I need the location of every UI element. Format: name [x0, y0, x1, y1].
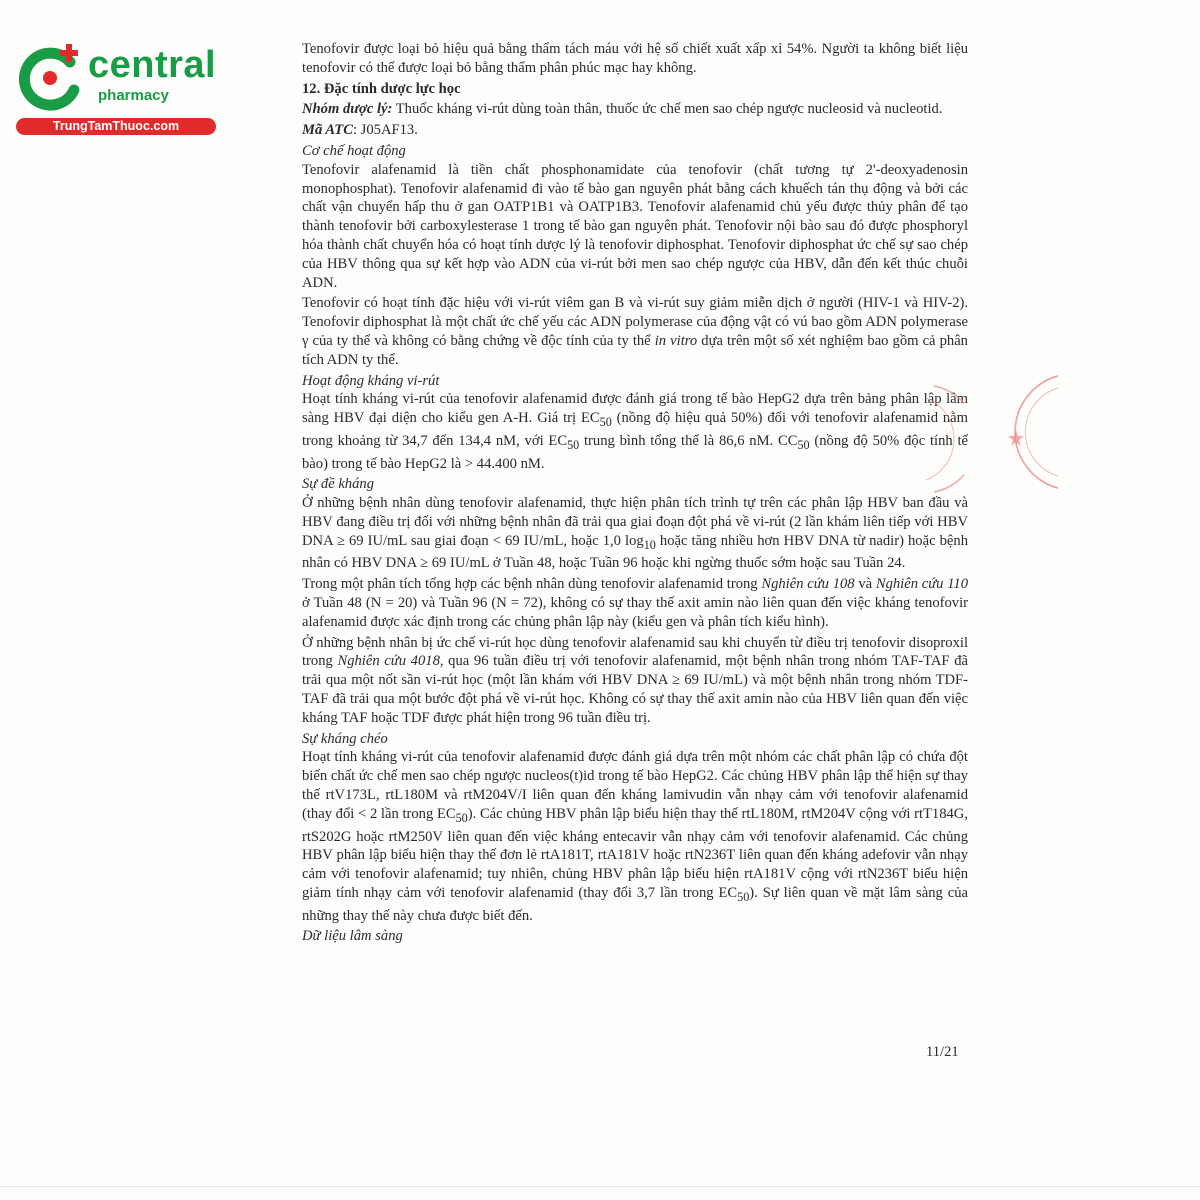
study-110: Nghiên cứu 110 [875, 576, 969, 593]
cross-text-b: ). Các chủng HBV phân lập biểu hiện thay thế rtL180M, rtM204V cộng với rtT184G, rtS202G hoặc rtM250V liên quan đến việc kháng entecavir vẫn nhạy cảm với tenofovir alafenamid. Các chủng HBV phân lập biểu hiện thay thế đơn lẻ rtA181T, rtA181V hoặc rtN236T liên quan đến kháng adefovir vẫn nhạy cảm với tenofovir alafenamid; tuy nhiên, chủng HBV phân lập biểu hiện rtA181V cộng với rtN236T biểu hiện giảm tính nhạy cảm với tenofovir alafenamid (thay đổi 3,7 lần trong EC [302, 805, 968, 901]
anti-text-3: trung bình tổng thể là 86,6 nM. CC [579, 432, 798, 449]
res2-text-c: ở Tuần 48 (N = 20) và Tuần 96 (N = 72), không có sự thay thế axit amin nào liên quan đến việc kháng tenofovir alafenamid được xác định trong các chủng phân lập này (kiểu gen và phân tích kiểu hình). [302, 595, 968, 630]
anti-text-2: (nồng độ hiệu quả 50%) đối với tenofovir alafenamid nằm trong khoảng từ 34,7 đến 134,4 nM, với EC [302, 410, 968, 449]
paragraph-cross-resistance [302, 748, 968, 925]
subscript-50: 50 [599, 415, 612, 430]
logo-wordmark: central [88, 44, 217, 86]
anti-text-4: (nồng độ 50% độc tính tế bào) trong tế bào HepG2 là > 44.400 nM. [302, 432, 968, 472]
heading-clinical-data: Dữ liệu lâm sàng [302, 928, 403, 945]
seal-stamp-icon [1000, 372, 1060, 492]
pharmacy-cross-icon [14, 40, 88, 114]
logo-url-badge[interactable]: TrungTamThuoc.com [16, 118, 216, 135]
group-label: Nhóm dược lý: [302, 101, 393, 118]
section-title: 12. Đặc tính dược lực học [302, 80, 461, 97]
pharmacologic-group [302, 100, 968, 119]
paragraph-mechanism-1: Tenofovir alafenamid là tiền chất phosphonamidate của tenofovir (chất tương tự 2'-deoxyadenosin monophosphat). Tenofovir alafenamid đi vào tế bào gan nguyên phát bằng cách khuếch tán thụ động và bởi các chất vận chuyển hấp thu ở gan OATP1B1 và OATP1B3. Tenofovir alafenamid chủ yếu được thủy phân để tạo thành tenofovir bởi carboxylesterase 1 trong tế bào gan nguyên phát. Tenofovir nội bào sau đó được phosphoryl hóa thành chất chuyển hóa có hoạt tính dược lý là tenofovir diphosphat. Tenofovir diphosphat ức chế sự sao chép của HBV thông qua sự kết hợp vào ADN của vi-rút bởi men sao chép ngược của HBV, dẫn đến kết thúc chuỗi ADN. [302, 161, 968, 291]
heading-resistance: Sự đề kháng [302, 476, 374, 493]
atc-label: Mã ATC [302, 122, 353, 139]
paragraph-resistance-2 [302, 575, 968, 631]
subscript-50: 50 [567, 437, 580, 452]
mech2-text-a: Tenofovir có hoạt tính đặc hiệu với vi-rút viêm gan B và vi-rút suy giảm miễn dịch ở người (HIV-1 và HIV-2). Tenofovir diphosphat là một chất ức chế yếu các ADN polymerase của động vật có vú bao gồm ADN polymerase γ của ty thể và không có bằng chứng về độc tính của ty thể [302, 295, 968, 349]
paragraph-antiviral [302, 390, 968, 473]
seal-stamp-partial-icon [924, 384, 964, 494]
group-text: Thuốc kháng vi-rút dùng toàn thân, thuốc ức chế men sao chép ngược nucleosid và nucleotid. [392, 101, 943, 118]
res3-text-b: , qua 96 tuần điều trị với tenofovir alafenamid, một bệnh nhân trong nhóm TAF-TAF đã trải qua một nốt sần vi-rút học (một lần khám với HBV DNA ≥ 69 IU/mL) và một bệnh nhân trong nhóm TDF-TAF đã trải qua một bước đột phá về vi-rút học. Không có sự thay thế axit amin nào của HBV liên quan đến việc kháng TAF hoặc TDF được phát hiện trong 96 tuần điều trị. [302, 653, 968, 726]
study-4018: Nghiên cứu 4018 [337, 653, 440, 670]
document-body [302, 40, 968, 946]
subscript-50: 50 [737, 889, 750, 904]
heading-cross-resistance: Sự kháng chéo [302, 730, 388, 747]
atc-code [302, 121, 968, 140]
heading-antiviral: Hoạt động kháng vi-rút [302, 372, 440, 389]
subscript-50: 50 [797, 437, 810, 452]
subscript-10: 10 [643, 537, 656, 552]
page-number: 11/21 [926, 1044, 959, 1060]
res1-text-a: Ở những bệnh nhân dùng tenofovir alafenamid, thực hiện phân tích trình tự trên các phân lập HBV ban đầu và HBV đang điều trị đối với những bệnh nhân đã trải qua giai đoạn đột phá về vi-rút (2 lần khám liên tiếp với HBV DNA ≥ 69 IU/mL sau giai đoạn < 69 IU/mL, hoặc 1,0 log [302, 495, 968, 549]
subscript-50: 50 [455, 810, 468, 825]
page-bottom-divider [0, 1186, 1200, 1187]
heading-mechanism: Cơ chế hoạt động [302, 142, 406, 159]
logo-subtitle: pharmacy [98, 87, 169, 104]
paragraph-mechanism-2 [302, 294, 968, 369]
res3-text-a: Ở những bệnh nhân bị ức chế vi-rút học dùng tenofovir alafenamid sau khi chuyển từ điều trị tenofovir disoproxil trong [302, 634, 968, 670]
atc-text: : J05AF13. [352, 122, 418, 139]
anti-text-1: Hoạt tính kháng vi-rút của tenofovir alafenamid được đánh giá trong tế bào HepG2 dựa trên bảng phân lập lâm sàng HBV đại diện cho kiểu gen A-H. Giá trị EC [302, 391, 968, 427]
paragraph-resistance-1 [302, 494, 968, 573]
res2-text-b: và [854, 576, 876, 593]
res2-text-a: Trong một phân tích tổng hợp các bệnh nhân dùng tenofovir alafenamid trong [302, 576, 762, 593]
res1-text-b: hoặc tăng nhiều hơn HBV DNA từ nadir) hoặc bệnh nhân có HBV DNA ≥ 69 IU/mL ở Tuần 48, hoặc Tuần 96 hoặc khi ngừng thuốc sớm hoặc sau Tuần 24. [302, 532, 968, 572]
paragraph-resistance-3 [302, 634, 968, 728]
central-pharmacy-logo[interactable] [8, 36, 217, 136]
mech2-in-vitro: in vitro [654, 332, 698, 349]
cross-text-a: Hoạt tính kháng vi-rút của tenofovir alafenamid được đánh giá dựa trên một nhóm các chất phân lập có chứa đột biến chất ức chế men sao chép ngược nucleos(t)id trong tế bào HepG2. Các chủng HBV phân lập thể hiện sự thay thế rtV173L, rtL180M và rtM204V/I liên quan đến kháng lamivudin vẫn nhạy cảm với tenofovir alafenamid (thay đổi < 2 lần trong EC [302, 749, 968, 822]
study-108: Nghiên cứu 108 [761, 576, 855, 593]
mech2-text-b: dựa trên một số xét nghiệm bao gồm cả phân tích ADN ty thể. [302, 332, 968, 368]
cross-text-c: ). Sự liên quan về mặt lâm sàng của những thay thế này chưa được biết đến. [302, 884, 968, 924]
paragraph-dialysis: Tenofovir được loại bỏ hiệu quả bằng thẩm tách máu với hệ số chiết xuất xấp xỉ 54%. Người ta không biết liệu tenofovir có thể được loại bỏ bằng thẩm phân phúc mạc hay không. [302, 41, 968, 76]
